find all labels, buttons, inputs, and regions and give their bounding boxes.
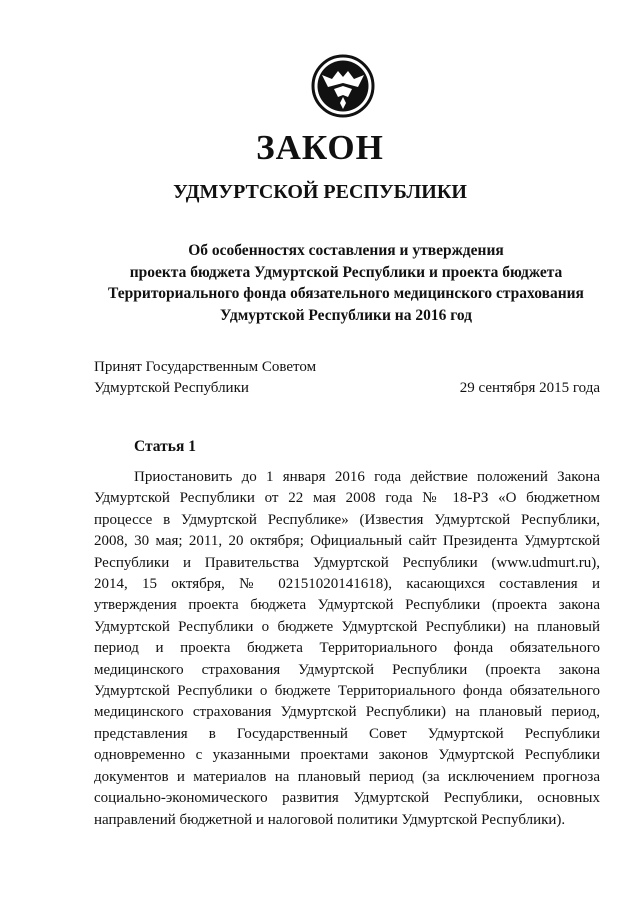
article-line: утверждения проекта бюджета Удмуртской Республики (проекта закона	[94, 597, 600, 614]
heading-line: Территориального фонда обязательного медицинского страхования	[108, 285, 584, 302]
article-line: период и проекта бюджета Территориального фонда обязательного	[94, 640, 600, 657]
article-line: 2014, 15 октября, № 02151020141618), касающихся составления и	[94, 576, 600, 593]
adopted-by-line2: Удмуртской Республики	[94, 380, 249, 396]
heading-line: Об особенностях составления и утверждения	[188, 242, 504, 259]
article-line: Республики и Правительства Удмуртской Республики (www.udmurt.ru),	[94, 554, 600, 571]
article-line: медицинского страхования Удмуртской Республики) на плановый период,	[94, 704, 600, 721]
article-line: процессе в Удмуртской Республике» (Известия Удмуртской Республики,	[94, 511, 600, 528]
law-title: ЗАКОН	[256, 128, 384, 167]
law-heading	[98, 240, 594, 326]
adopted-by-line1: Принят Государственным Советом	[94, 359, 317, 375]
article-body	[94, 467, 600, 831]
coat-of-arms-icon	[310, 53, 376, 119]
adoption-block	[94, 357, 600, 399]
heading-line: проекта бюджета Удмуртской Республики и проекта бюджета	[129, 263, 563, 281]
article-line: направлений бюджетной и налоговой политики Удмуртской Республики).	[94, 811, 566, 828]
law-subtitle: УДМУРТСКОЙ РЕСПУБЛИКИ	[173, 181, 467, 203]
article-line: представления в Государственный Совет Удмуртской Республики	[94, 725, 600, 742]
article-line: документов и материалов на плановый период (за исключением прогноза	[94, 768, 600, 785]
article-line: Удмуртской Республики о бюджете Территориального фонда обязательного	[94, 683, 600, 700]
article-line: Удмуртской Республики о бюджете Удмуртской Республики) на плановый	[94, 618, 600, 635]
article-line: медицинского страхования Удмуртской Республики (проекта закона	[94, 661, 600, 678]
article-line: одновременно с указанными проектами законов Удмуртской Республики	[94, 747, 600, 764]
adoption-date: 29 сентября 2015 года	[459, 380, 600, 396]
article-line: Удмуртской Республики от 22 мая 2008 года № 18-РЗ «О бюджетном	[94, 490, 600, 507]
article-title: Статья 1	[134, 438, 196, 455]
article-line: социально-экономического развития Удмуртской Республики, основных	[94, 790, 600, 807]
article-line: 2008, 30 мая; 2011, 20 октября; Официальный сайт Президента Удмуртской	[94, 533, 600, 550]
heading-line: Удмуртской Республики на 2016 год	[219, 306, 473, 324]
article-line: Приостановить до 1 января 2016 года действие положений Закона	[134, 469, 600, 485]
